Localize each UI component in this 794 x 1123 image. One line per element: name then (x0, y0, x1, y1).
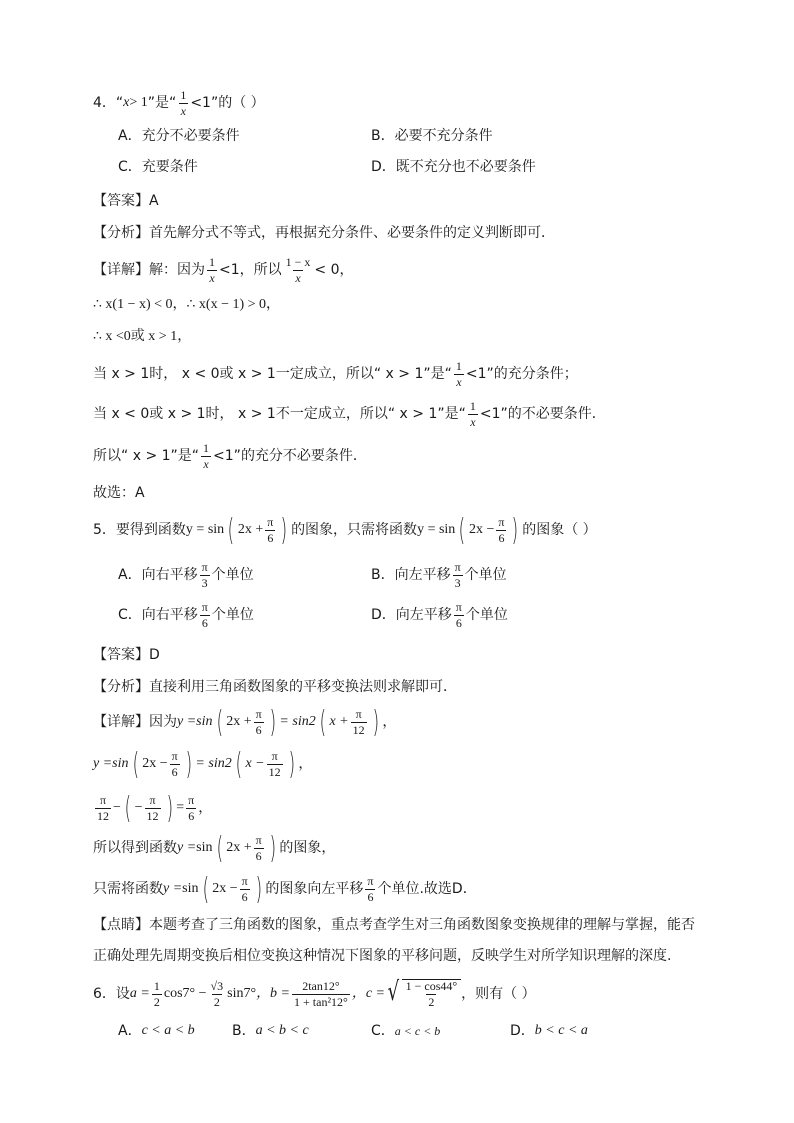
q5-remark-line-2: 正确处理先周期变换后相位变换这种情况下图象的平移问题，反映学生对所学知识理解的深度. (93, 948, 672, 964)
q4-detail-line-6: 所以“ x > 1”是“ $\frac{1}{x}$ <1”的充分不必要条件． (93, 440, 367, 471)
q5-detail-line-2: y = sin ( 2x − $\frac{\pi}{6}$ ) = sin2 ( x − $\frac{\pi}{12}$ ) ， (93, 746, 313, 782)
fraction-pi-over-3: $\frac{\pi}{3}$ (201, 559, 208, 590)
fraction-1-over-x: $\frac{1}{x}$ (469, 398, 476, 429)
sqrt-icon: √ $\frac{1 - \cos 44^\circ}{2}$ (385, 979, 461, 1008)
fraction-c: $\frac{1 - \cos 44^\circ}{2}$ (405, 979, 458, 1009)
q4-detail-line-5: 当 x < 0或 x > 1时， x > 1不一定成立，所以“ x > 1”是“ $\frac{1}{x}$ <1”的不必要条件． (93, 398, 606, 429)
q6-stem: 6．设 a = $\frac{1}{2}$ cos7° − $\frac{√3}{2}$ sin7° ，b = $\frac{2\tan 12^\circ}{\text{1 + tan²12°}}$ ，c = √ $\frac{1 - \cos 44^\circ}{2}$ ，则有（ ） (93, 977, 536, 1009)
q5-detail-line-5: 只需将函数 y = sin ( 2x − $\frac{\pi}{6}$ ) 的图象向左平移 $\frac{\pi}{6}$ 个单位.故选D． (93, 871, 477, 907)
fraction-pi-over-6: $\frac{\pi}{6}$ (171, 748, 178, 779)
fraction-sqrt3-over-2: $\frac{√3}{2}$ (210, 978, 224, 1009)
fraction-pi-over-12: $\frac{\pi}{12}$ (352, 706, 365, 737)
q6-option-a: A． c < a < b (118, 1023, 195, 1039)
fraction-1-over-x: $\frac{1}{x}$ (180, 87, 187, 118)
q4-analysis: 【分析】 首先解分式不等式，再根据充分条件、必要条件的定义判断即可． (93, 225, 555, 241)
fraction-1-minus-x-over-x: $\frac{1 - x}{x}$ (285, 254, 311, 285)
q4-answer: 【答案】 A (93, 193, 159, 209)
fraction-pi-over-6: $\frac{\pi}{6}$ (367, 873, 374, 904)
q5-remark-line-1: 【点睛】 本题考查了三角函数的图象，重点考查学生对三角函数图象变换规律的理解与掌握，能否 (93, 917, 695, 933)
fraction-pi-over-12: $\frac{\pi}{12}$ (268, 748, 281, 779)
q4-stem: 4．“ x > 1 ”是“ $\frac{1}{x}$ <1”的（ ） (93, 87, 265, 118)
fraction-pi-over-12: $\frac{\pi}{12}$ (146, 792, 159, 823)
q5-analysis: 【分析】 直接利用三角函数图象的平移变换法则求解即可． (93, 679, 457, 695)
q5-detail-line-3: $\frac{\pi}{12}$ − ( − $\frac{\pi}{12}$ ) = $\frac{\pi}{6}$ ， (97, 790, 213, 826)
q5-option-d: D．向左平移 $\frac{\pi}{6}$ 个单位 (371, 599, 508, 630)
q4-detail-line-2: ∴ x(1 − x) < 0，∴ x(x − 1) > 0， (93, 297, 281, 312)
fraction-pi-over-6: $\frac{\pi}{6}$ (267, 514, 274, 545)
fraction-one-half: $\frac{1}{2}$ (153, 978, 160, 1009)
fraction-1-over-x: $\frac{1}{x}$ (455, 358, 462, 389)
q4-detail-line-4: 当 x > 1时， x < 0或 x > 1一定成立，所以“ x > 1”是“ $\frac{1}{x}$ <1”的充分条件； (93, 358, 578, 389)
q5-stem: 5．要得到函数 y = sin ( 2x + $\frac{\pi}{6}$ ) 的图象，只需将函数 y = sin ( 2x − $\frac{\pi}{6}$ ) 的图象（ ） (93, 512, 597, 548)
fraction-pi-over-6: $\frac{\pi}{6}$ (201, 599, 208, 630)
q5-detail-line-1: 【详解】 因为 y = sin ( 2x + $\frac{\pi}{6}$ ) = sin2 ( x + $\frac{\pi}{12}$ ) ， (93, 704, 397, 740)
q4-option-c: C．充要条件 (118, 159, 198, 175)
q4-option-a: A．充分不必要条件 (118, 128, 240, 144)
q4-detail-line-1: 【详解】 解：因为 $\frac{1}{x}$ <1，所以 $\frac{1 - x}{x}$ < 0， (93, 254, 354, 285)
fraction-pi-over-6: $\frac{\pi}{6}$ (498, 514, 505, 545)
q6-option-c: C． a < c < b (371, 1023, 441, 1039)
q6-option-b: B． a < b < c (232, 1023, 309, 1039)
fraction-b: $\frac{2\tan 12^\circ}{\text{1 + tan²12°}}$ (294, 978, 348, 1009)
fraction-1-over-x: $\frac{1}{x}$ (203, 440, 210, 471)
q4-option-d: D．既不充分也不必要条件 (371, 159, 536, 175)
q4-option-b: B．必要不充分条件 (371, 128, 493, 144)
fraction-pi-over-6: $\frac{\pi}{6}$ (255, 832, 262, 863)
q5-option-a: A．向右平移 $\frac{\pi}{3}$ 个单位 (118, 559, 254, 590)
q5-option-b: B．向左平移 $\frac{\pi}{3}$ 个单位 (371, 559, 507, 590)
q6-option-d: D． b < c < a (510, 1023, 588, 1039)
fraction-pi-over-6: $\frac{\pi}{6}$ (455, 599, 462, 630)
fraction-pi-over-3: $\frac{\pi}{3}$ (454, 559, 461, 590)
fraction-pi-over-6: $\frac{\pi}{6}$ (255, 706, 262, 737)
q5-detail-line-4: 所以得到函数 y = sin ( 2x + $\frac{\pi}{6}$ ) 的图象， (93, 830, 336, 866)
q4-detail-line-3: ∴ x <0或 x > 1， (93, 329, 192, 344)
fraction-pi-over-6: $\frac{\pi}{6}$ (241, 873, 248, 904)
fraction-pi-over-12: $\frac{\pi}{12}$ (97, 792, 109, 823)
fraction-pi-over-6: $\frac{\pi}{6}$ (188, 792, 195, 823)
q5-answer: 【答案】 D (93, 647, 160, 663)
fraction-1-over-x: $\frac{1}{x}$ (209, 254, 215, 285)
q4-choose: 故选：A (93, 485, 145, 501)
q5-option-c: C．向右平移 $\frac{\pi}{6}$ 个单位 (118, 599, 254, 630)
